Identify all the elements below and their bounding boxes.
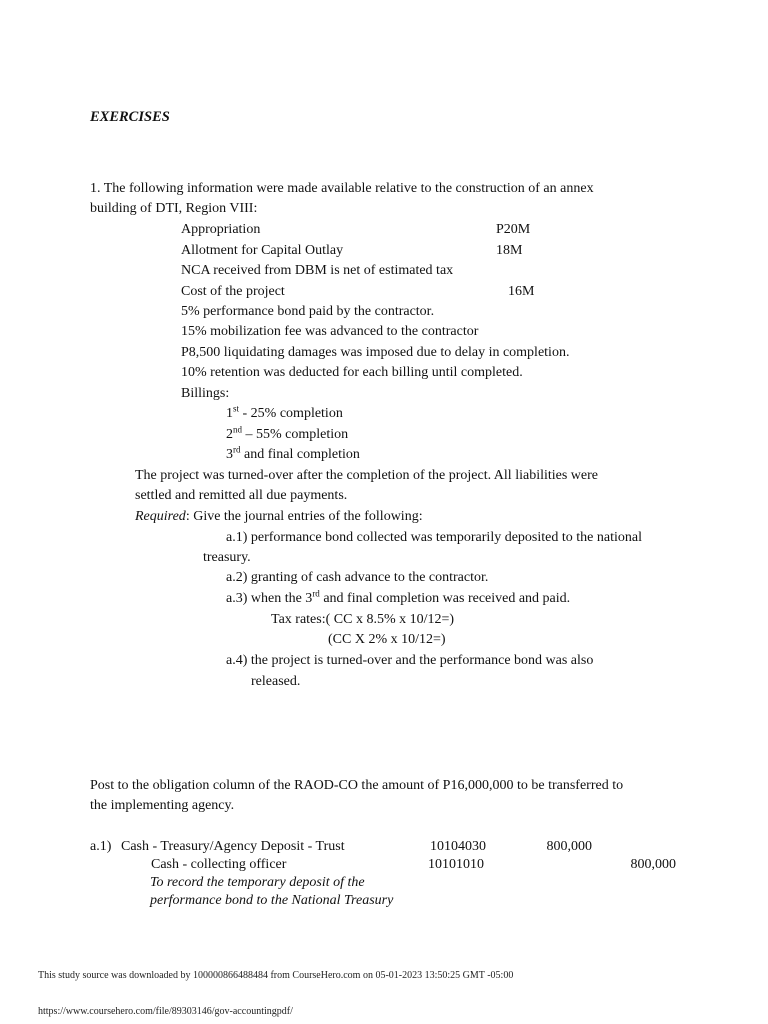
fact-label: Appropriation <box>181 222 261 237</box>
source-url[interactable]: https://www.coursehero.com/file/89303146/gov-accountingpdf/ <box>38 1006 293 1017</box>
billing-text: – 55% completion <box>242 427 349 442</box>
item-a2: a.2) granting of cash advance to the contractor. <box>226 570 489 585</box>
credit-amount: 800,000 <box>630 857 676 872</box>
fact-value: 18M <box>496 243 523 258</box>
fact-label: Allotment for Capital Outlay <box>181 243 344 258</box>
billing-number: 2 <box>226 427 233 442</box>
billing-number: 1 <box>226 406 233 421</box>
page-title: EXERCISES <box>90 109 170 125</box>
required-label: Required <box>135 509 186 524</box>
entry-label: a.1) <box>90 839 112 854</box>
note-line: 15% mobilization fee was advanced to the contractor <box>181 324 479 339</box>
turnover-line-2: settled and remitted all due payments. <box>135 488 348 503</box>
question-1-line-1: 1. The following information were made available relative to the construction of an annex <box>90 181 594 196</box>
item-a4-line-2: released. <box>251 674 301 689</box>
fact-label: Cost of the project <box>181 284 285 299</box>
note-line: 10% retention was deducted for each billing until completed. <box>181 365 523 380</box>
note-line: P8,500 liquidating damages was imposed due to delay in completion. <box>181 345 570 360</box>
billing-item <box>226 445 360 466</box>
fact-value: P20M <box>496 222 531 237</box>
debit-account: Cash - Treasury/Agency Deposit - Trust <box>121 839 345 854</box>
fact-value: 16M <box>508 284 535 299</box>
fact-label: NCA received from DBM is net of estimated tax <box>181 263 454 278</box>
item-a3-rest: and final completion was received and paid. <box>319 591 571 606</box>
post-line-1: Post to the obligation column of the RAOD-CO the amount of P16,000,000 to be transferred to <box>90 778 624 793</box>
entry-memo-line-2: performance bond to the National Treasury <box>150 893 394 908</box>
item-a3-ordinal: rd <box>312 588 320 599</box>
billing-item <box>226 404 343 425</box>
billing-ordinal: rd <box>233 444 241 455</box>
item-a3-text: a.3) when the 3 <box>226 591 313 606</box>
required-line <box>135 507 423 528</box>
credit-account: Cash - collecting officer <box>151 857 287 872</box>
billing-item <box>226 425 348 446</box>
billing-number: 3 <box>226 447 233 462</box>
billing-text: - 25% completion <box>239 406 343 421</box>
item-a1-line-1: a.1) performance bond collected was temporarily deposited to the national <box>226 530 642 545</box>
turnover-line-1: The project was turned-over after the completion of the project. All liabilities were <box>135 468 598 483</box>
credit-code: 10101010 <box>428 857 484 872</box>
question-1-line-2: building of DTI, Region VIII: <box>90 201 258 216</box>
item-a1-line-2: treasury. <box>203 550 251 565</box>
debit-amount: 800,000 <box>546 839 592 854</box>
billing-ordinal: st <box>233 403 240 414</box>
note-line: 5% performance bond paid by the contractor. <box>181 304 435 319</box>
item-a3 <box>226 589 570 610</box>
billing-ordinal: nd <box>233 424 242 435</box>
tax-rate-line-2: (CC X 2% x 10/12=) <box>328 632 446 647</box>
required-colon: : <box>185 509 190 524</box>
billing-text: and final completion <box>240 447 360 462</box>
item-a4-line-1: a.4) the project is turned-over and the performance bond was also <box>226 653 594 668</box>
entry-memo-line-1: To record the temporary deposit of the <box>150 875 365 890</box>
note-line: Billings: <box>181 386 230 401</box>
download-notice: This study source was downloaded by 100000866488484 from CourseHero.com on 05-01-2023 13:50:25 GMT -05:00 <box>38 970 514 981</box>
post-line-2: the implementing agency. <box>90 798 235 813</box>
required-text: Give the journal entries of the following: <box>189 509 423 524</box>
debit-code: 10104030 <box>430 839 486 854</box>
tax-rate-line-1: Tax rates:( CC x 8.5% x 10/12=) <box>271 612 455 627</box>
